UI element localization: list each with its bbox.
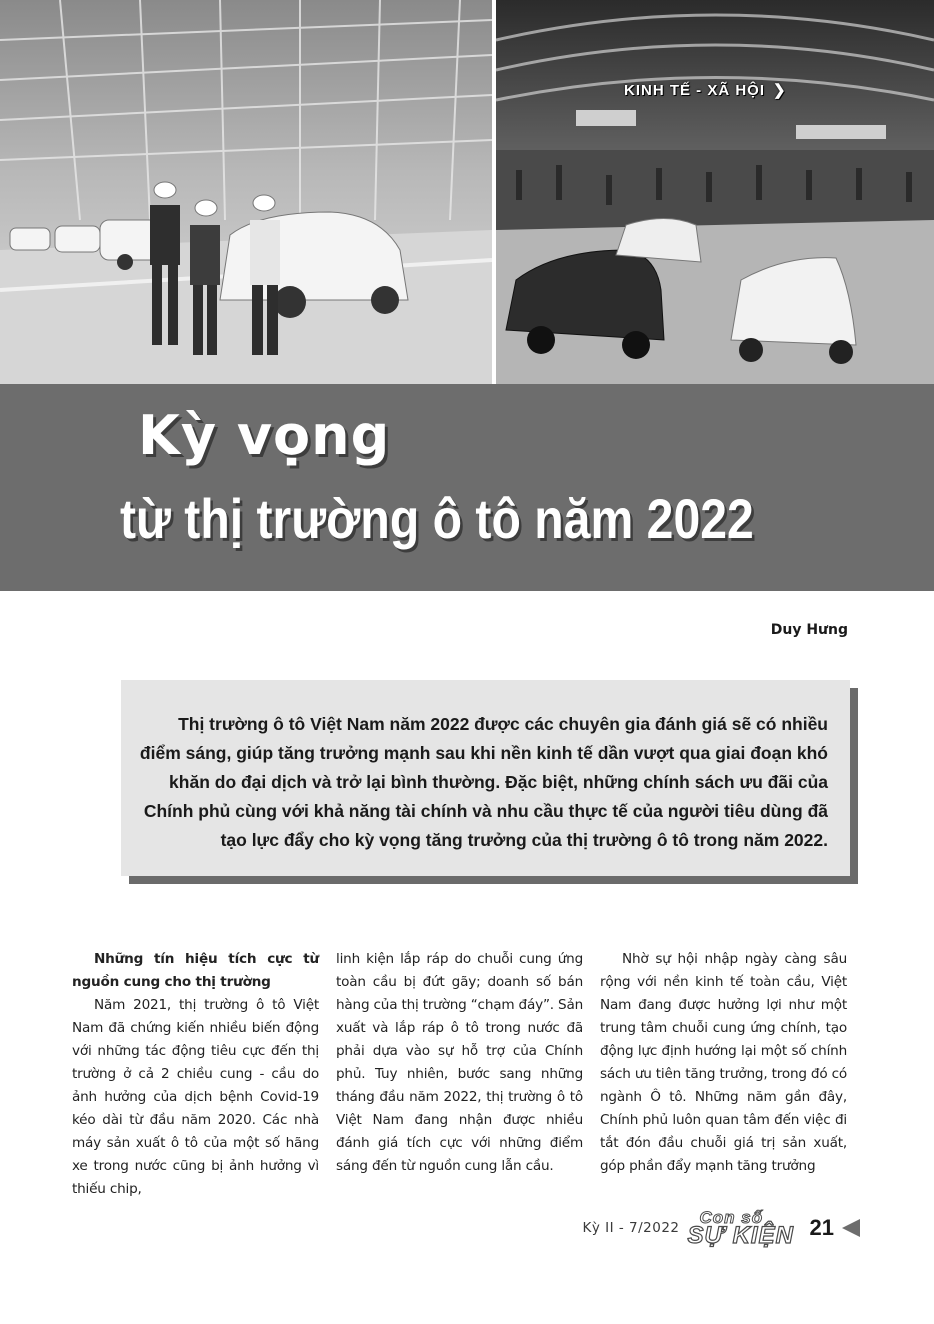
auto-show-photo [496,0,934,384]
magazine-logo-line2: SỰ KIỆN [687,1222,794,1249]
magazine-logo [688,1208,802,1248]
body-paragraph: Năm 2021, thị trường ô tô Việt Nam đã chứng kiến nhiều biến động với những tác động tiêu cực đến thị trường ở cả 2 chiều cung - cầu do ảnh hưởng của dịch bệnh Covid-19 kéo dài từ đầu năm 2020. Các nhà máy sản xuất ô tô của một số hãng xe trong nước cũng bị ảnh hưởng vì thiếu chip, [72,997,319,1197]
section-label [624,78,874,102]
article-title-line2: từ thị trường ô tô năm 2022 [120,487,754,550]
magazine-logo-line1: Con số [699,1208,764,1227]
body-column-1 [72,948,319,1201]
body-column-3 [600,948,847,1178]
chevron-right-icon: ❯ [773,82,787,99]
auto-show-illustration [496,0,934,384]
car-factory-photo [0,0,492,384]
body-column-2 [336,948,583,1178]
page-footer [540,1208,860,1248]
title-band [0,384,934,591]
section-subheading: Những tín hiệu tích cực từ nguồn cung cho thị trường [72,951,319,990]
page-arrow-icon [842,1219,860,1237]
article-title-line1: Kỳ vọng [138,404,391,467]
lead-paragraph: Thị trường ô tô Việt Nam năm 2022 được các chuyên gia đánh giá sẽ có nhiều điểm sáng, giúp tăng trưởng mạnh sau khi nền kinh tế dần vượt qua giai đoạn khó khăn do đại dịch và trở lại bình thường. Đặc biệt, những chính sách ưu đãi của Chính phủ cùng với khả năng tài chính và nhu cầu thực tế của người tiêu dùng đã tạo lực đẩy cho kỳ vọng tăng trưởng của thị trường ô tô trong năm 2022. [139,714,828,850]
lead-box [121,680,850,876]
section-label-text: KINH TẾ - XÃ HỘI [624,81,766,99]
page-number: 21 [809,1215,834,1240]
body-paragraph: linh kiện lắp ráp do chuỗi cung ứng toàn cầu bị đứt gãy; doanh số bán hàng của thị trường “chạm đáy”. Sản xuất và lắp ráp ô tô trong nước đã phải dựa vào sự hỗ trợ của Chính phủ. Tuy nhiên, bước sang những tháng đầu năm 2022, thị trường ô tô Việt Nam đang nhận được nhiều đánh giá tích cực với những điểm sáng đến từ nguồn cung lẫn cầu. [336,951,584,1174]
car-factory-illustration [0,0,492,384]
body-paragraph: Nhờ sự hội nhập ngày càng sâu rộng với nền kinh tế toàn cầu, Việt Nam đang được hưởng lợi như một trung tâm chuỗi cung ứng chính, tạo động lực định hướng lại một số chính sách ưu tiên tăng trưởng, trong đó có ngành Ô tô. Những năm gần đây, Chính phủ luôn quan tâm đến việc đi tắt đón đầu chuỗi giá trị sản xuất, góp phần đẩy mạnh tăng trưởng [600,951,847,1174]
article-author: Duy Hưng [770,622,848,638]
issue-label: Kỳ II - 7/2022 [582,1220,680,1236]
